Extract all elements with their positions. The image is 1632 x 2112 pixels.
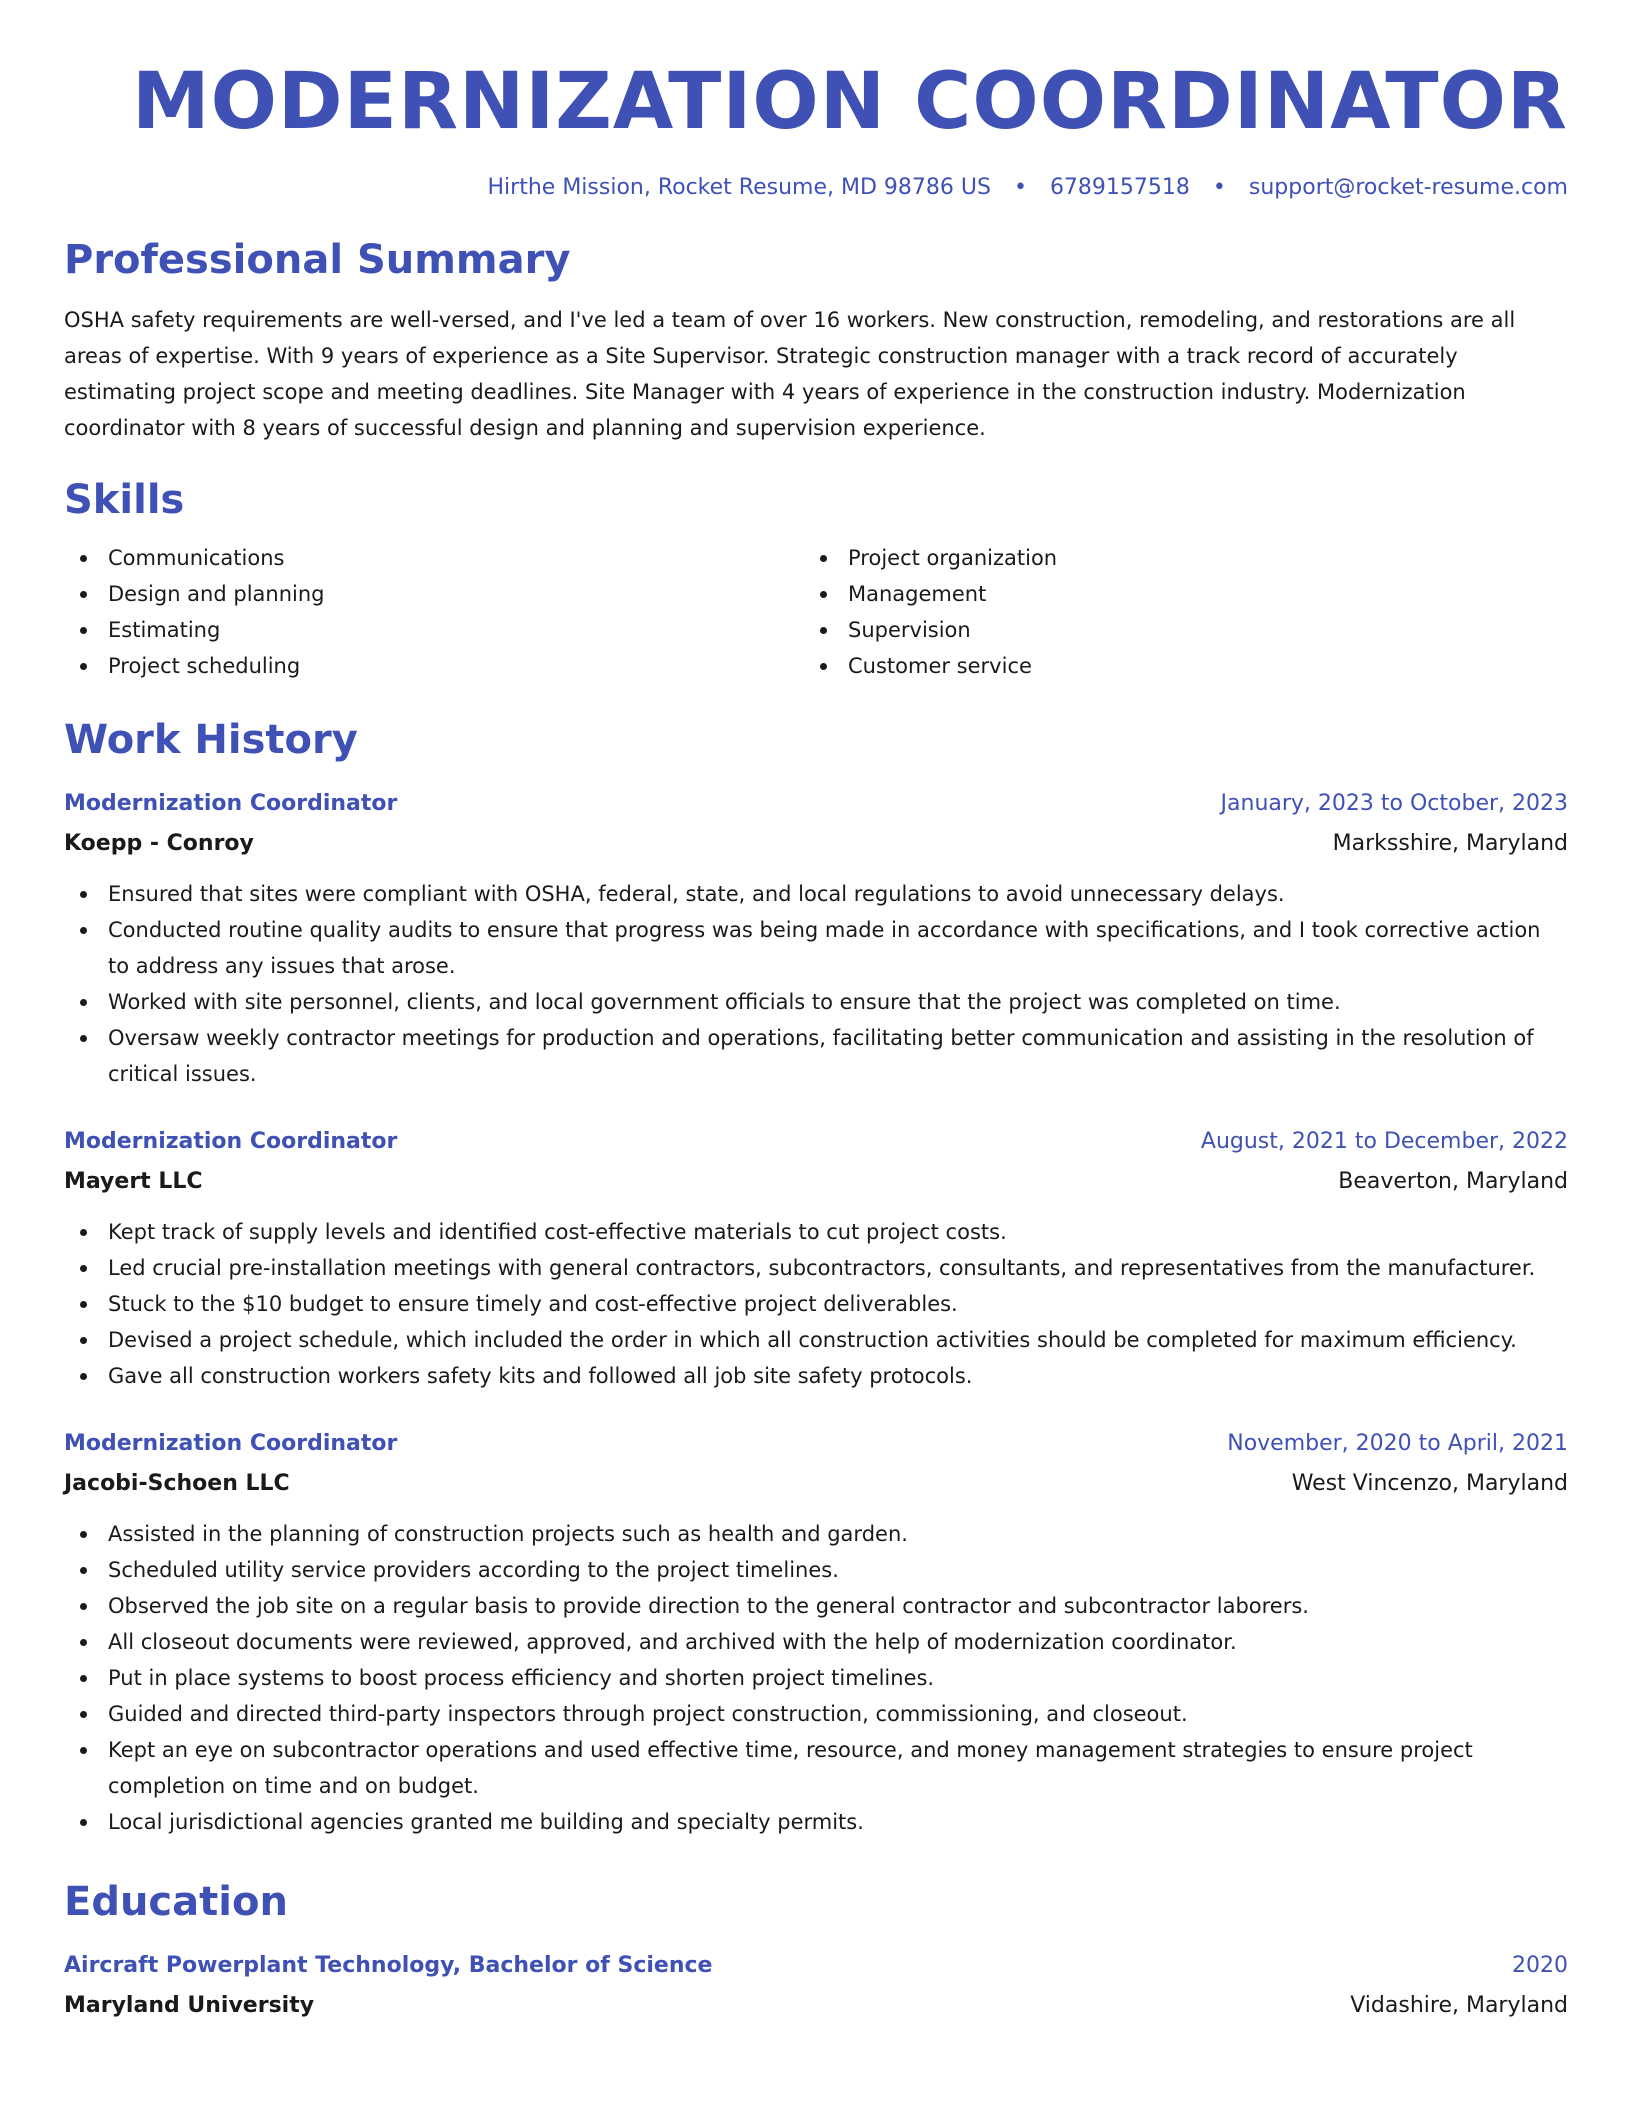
education-degree: Aircraft Powerplant Technology, Bachelor of Science — [64, 1953, 713, 1978]
job-bullet: Kept an eye on subcontractor operations and used effective time, resource, and money management strategies to ensure project completion on time and on budget. — [64, 1732, 1568, 1804]
job-subheader — [64, 822, 1568, 862]
job-location: Marksshire, Maryland — [1332, 831, 1568, 856]
education-subheader — [64, 1984, 1568, 2024]
education-location: Vidashire, Maryland — [1350, 1993, 1568, 2018]
skill-item: Project scheduling — [64, 648, 804, 684]
skill-item: Communications — [64, 540, 804, 576]
job-bullet: Kept track of supply levels and identified cost-effective materials to cut project costs. — [64, 1214, 1568, 1250]
job-title: Modernization Coordinator — [64, 1129, 398, 1154]
skill-item: Design and planning — [64, 576, 804, 612]
job-bullet: Assisted in the planning of construction projects such as health and garden. — [64, 1516, 1568, 1552]
job-bullet: Devised a project schedule, which included the order in which all construction activities should be completed for maximum efficiency. — [64, 1322, 1568, 1358]
job-company: Jacobi-Schoen LLC — [64, 1471, 290, 1496]
contact-line — [64, 172, 1568, 204]
job-location: Beaverton, Maryland — [1338, 1169, 1568, 1194]
job-company: Koepp - Conroy — [64, 831, 254, 856]
job-header — [64, 1124, 1568, 1160]
job-title: Modernization Coordinator — [64, 1431, 398, 1456]
job-location: West Vincenzo, Maryland — [1291, 1471, 1568, 1496]
education-year: 2020 — [1512, 1953, 1568, 1978]
contact-separator: • — [1013, 175, 1027, 200]
job-bullet: Local jurisdictional agencies granted me building and specialty permits. — [64, 1804, 1568, 1840]
skills-list — [64, 540, 1568, 684]
contact-email: support@rocket-resume.com — [1248, 175, 1568, 200]
skill-item: Estimating — [64, 612, 804, 648]
job-bullets — [64, 1214, 1568, 1394]
job-bullet: Scheduled utility service providers according to the project timelines. — [64, 1552, 1568, 1588]
job-dates: January, 2023 to October, 2023 — [1220, 791, 1568, 816]
job-bullet: Put in place systems to boost process efficiency and shorten project timelines. — [64, 1660, 1568, 1696]
job-company: Mayert LLC — [64, 1169, 203, 1194]
section-title-education: Education — [64, 1879, 288, 1925]
candidate-name: MODERNIZATION COORDINATOR — [131, 57, 1568, 147]
job-bullet: Observed the job site on a regular basis to provide direction to the general contractor and subcontractor laborers. — [64, 1588, 1568, 1624]
section-title-summary: Professional Summary — [64, 237, 571, 283]
job-entry — [64, 786, 1568, 1092]
skill-item: Customer service — [804, 648, 1544, 684]
job-header — [64, 786, 1568, 822]
job-bullet: Guided and directed third-party inspectors through project construction, commissioning, and closeout. — [64, 1696, 1568, 1732]
job-bullet: All closeout documents were reviewed, approved, and archived with the help of modernization coordinator. — [64, 1624, 1568, 1660]
skill-item: Supervision — [804, 612, 1544, 648]
education-school: Maryland University — [64, 1993, 315, 2018]
education-entry — [64, 1948, 1568, 2024]
education-header — [64, 1948, 1568, 1984]
job-subheader — [64, 1160, 1568, 1200]
contact-phone: 6789157518 — [1049, 175, 1190, 200]
job-bullet: Gave all construction workers safety kits and followed all job site safety protocols. — [64, 1358, 1568, 1394]
section-title-skills: Skills — [64, 477, 185, 523]
skills-column-right — [804, 540, 1544, 684]
skill-item: Project organization — [804, 540, 1544, 576]
contact-address: Hirthe Mission, Rocket Resume, MD 98786 US — [487, 175, 991, 200]
section-title-work-history: Work History — [64, 717, 358, 763]
job-header — [64, 1426, 1568, 1462]
skills-column-left — [64, 540, 804, 684]
job-bullet: Worked with site personnel, clients, and local government officials to ensure that the project was completed on time. — [64, 984, 1568, 1020]
job-bullet: Ensured that sites were compliant with OSHA, federal, state, and local regulations to avoid unnecessary delays. — [64, 876, 1568, 912]
job-bullets — [64, 876, 1568, 1092]
job-bullet: Conducted routine quality audits to ensure that progress was being made in accordance with specifications, and I took corrective action to address any issues that arose. — [64, 912, 1568, 984]
job-bullet: Led crucial pre-installation meetings with general contractors, subcontractors, consultants, and representatives from the manufacturer. — [64, 1250, 1568, 1286]
job-title: Modernization Coordinator — [64, 791, 398, 816]
job-subheader — [64, 1462, 1568, 1502]
skill-item: Management — [804, 576, 1544, 612]
job-entry — [64, 1426, 1568, 1840]
contact-separator: • — [1212, 175, 1226, 200]
job-bullet: Oversaw weekly contractor meetings for production and operations, facilitating better communication and assisting in the resolution of critical issues. — [64, 1020, 1568, 1092]
job-dates: August, 2021 to December, 2022 — [1200, 1129, 1568, 1154]
job-bullet: Stuck to the $10 budget to ensure timely and cost-effective project deliverables. — [64, 1286, 1568, 1322]
job-entry — [64, 1124, 1568, 1394]
job-dates: November, 2020 to April, 2021 — [1227, 1431, 1568, 1456]
job-bullets — [64, 1516, 1568, 1840]
summary-text: OSHA safety requirements are well-versed, and I've led a team of over 16 workers. New construction, remodeling, and restorations are all areas of expertise. With 9 years of experience as a Site Supervisor. Strategic construction manager with a track record of accurately estimating project scope and meeting deadlines. Site Manager with 4 years of experience in the construction industry. Modernization coordinator with 8 years of successful design and planning and supervision experience. — [64, 308, 1516, 440]
